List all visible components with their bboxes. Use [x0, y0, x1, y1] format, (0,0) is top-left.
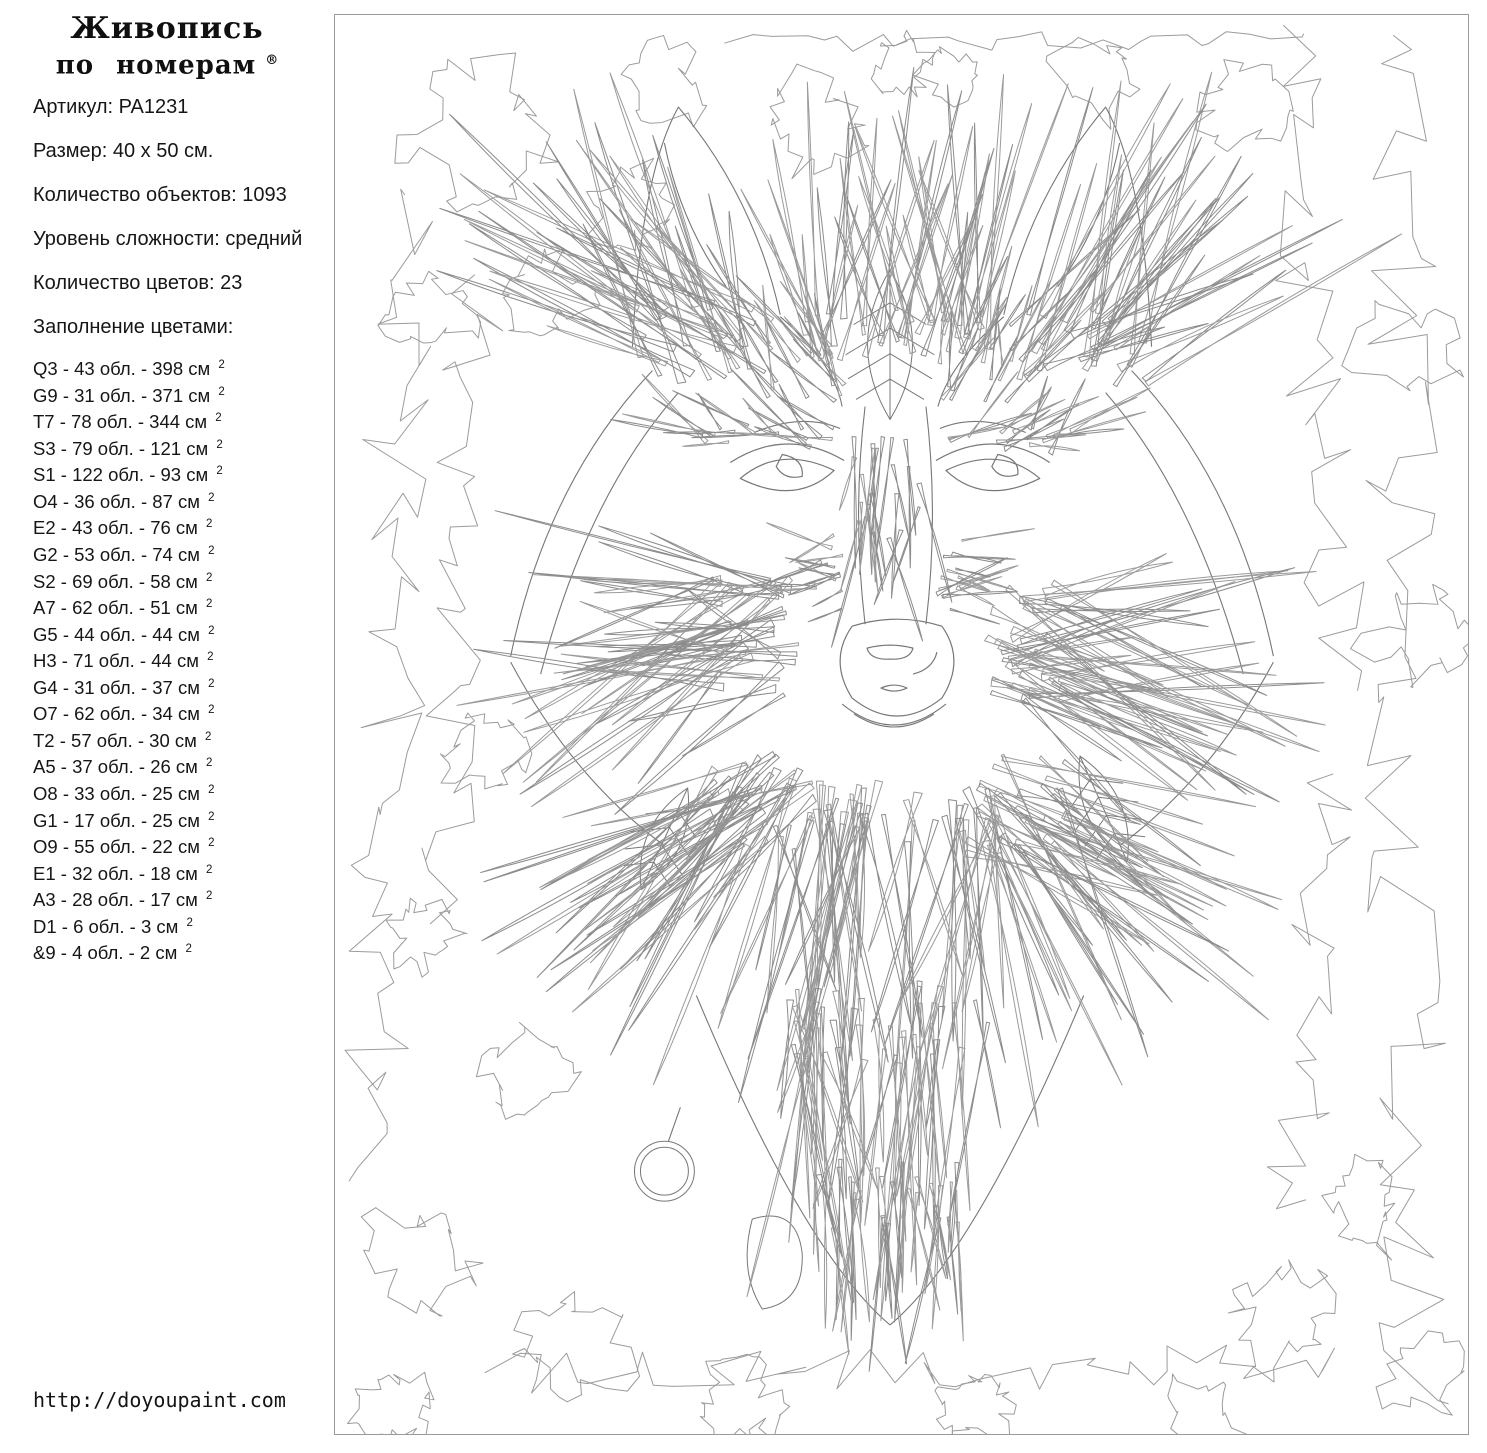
color-breakdown-text: S3 - 79 обл. - 121 см — [33, 437, 214, 459]
color-breakdown-item — [33, 487, 225, 514]
color-breakdown-item — [33, 726, 225, 753]
color-breakdown-item — [33, 540, 225, 567]
color-breakdown-item — [33, 752, 225, 779]
color-breakdown-text: G9 - 31 обл. - 371 см — [33, 384, 216, 406]
color-breakdown-text: H3 - 71 обл. - 44 см — [33, 650, 205, 672]
square-superscript: 2 — [208, 784, 215, 796]
color-breakdown-item — [33, 593, 225, 620]
color-breakdown-text: T2 - 57 обл. - 30 см — [33, 730, 203, 752]
color-breakdown-text: O9 - 55 обл. - 22 см — [33, 836, 206, 858]
square-superscript: 2 — [208, 837, 215, 850]
color-breakdown-text: G4 - 31 обл. - 37 см — [33, 676, 206, 698]
square-superscript: 2 — [206, 757, 213, 770]
product-detail-row: Артикул: PA1231 — [33, 96, 189, 118]
color-breakdown-text: O4 - 36 обл. - 87 см — [33, 490, 206, 512]
color-breakdown-text: E2 - 43 обл. - 76 см — [33, 517, 204, 539]
square-superscript: 2 — [206, 598, 213, 611]
square-superscript: 2 — [208, 810, 215, 823]
product-detail-row: Размер: 40 x 50 см. — [33, 140, 214, 162]
color-breakdown-item — [33, 938, 225, 965]
brand-title-line2: по номерам — [55, 50, 257, 81]
square-superscript: 2 — [218, 385, 225, 398]
square-superscript: 2 — [206, 571, 213, 584]
wolf-line-art — [335, 15, 1468, 1434]
square-superscript: 2 — [208, 677, 215, 690]
square-superscript: 2 — [215, 412, 222, 425]
website-url: http://doyoupaint.com — [33, 1388, 286, 1412]
color-breakdown-text: A5 - 37 обл. - 26 см — [33, 756, 204, 778]
color-breakdown-item — [33, 567, 225, 594]
registered-trademark: ® — [265, 53, 279, 68]
color-breakdown-text: &9 - 4 обл. - 2 см — [33, 942, 183, 964]
color-breakdown-item — [33, 434, 225, 461]
color-breakdown-text: O8 - 33 обл. - 25 см — [33, 783, 206, 805]
square-superscript: 2 — [205, 730, 212, 743]
color-breakdown-item — [33, 885, 225, 912]
color-breakdown-item — [33, 354, 225, 381]
color-breakdown-text: G2 - 53 обл. - 74 см — [33, 544, 206, 566]
color-breakdown-item — [33, 646, 225, 673]
color-breakdown-item — [33, 673, 225, 700]
color-breakdown-text: G5 - 44 обл. - 44 см — [33, 623, 206, 645]
square-superscript: 2 — [208, 704, 215, 717]
color-breakdown-item — [33, 460, 225, 487]
info-panel — [0, 0, 334, 1453]
square-superscript: 2 — [206, 890, 213, 903]
square-superscript: 2 — [206, 863, 213, 876]
color-breakdown-item — [33, 779, 225, 806]
product-detail-row: Уровень сложности: средний — [33, 228, 303, 250]
color-breakdown-list — [33, 354, 225, 965]
product-detail-row: Количество объектов: 1093 — [33, 184, 287, 206]
color-breakdown-item — [33, 513, 225, 540]
color-breakdown-item — [33, 620, 225, 647]
color-breakdown-text: A7 - 62 обл. - 51 см — [33, 597, 204, 619]
color-breakdown-item — [33, 699, 225, 726]
color-breakdown-item — [33, 381, 225, 408]
canvas-frame — [334, 14, 1469, 1435]
brand-title-line1: Живопись — [70, 11, 264, 46]
color-breakdown-text: S1 - 122 обл. - 93 см — [33, 464, 214, 486]
square-superscript: 2 — [218, 359, 225, 371]
brand-logo — [0, 12, 334, 81]
brand-title-line2-wrap — [0, 46, 334, 81]
square-superscript: 2 — [206, 518, 213, 531]
color-breakdown-item — [33, 832, 225, 859]
color-breakdown-text: S2 - 69 обл. - 58 см — [33, 570, 204, 592]
square-superscript: 2 — [208, 624, 215, 637]
color-breakdown-text: O7 - 62 обл. - 34 см — [33, 703, 206, 725]
color-breakdown-item — [33, 806, 225, 833]
square-superscript: 2 — [186, 916, 193, 929]
color-breakdown-text: Q3 - 43 обл. - 398 см — [33, 358, 216, 380]
fill-colors-heading: Заполнение цветами: — [33, 316, 234, 338]
color-breakdown-text: G1 - 17 обл. - 25 см — [33, 809, 206, 831]
color-breakdown-text: T7 - 78 обл. - 344 см — [33, 411, 213, 433]
product-detail-row: Количество цветов: 23 — [33, 272, 243, 294]
product-details — [33, 96, 324, 316]
square-superscript: 2 — [207, 651, 214, 664]
square-superscript: 2 — [208, 544, 215, 557]
color-breakdown-item — [33, 912, 225, 939]
color-breakdown-text: A3 - 28 обл. - 17 см — [33, 889, 204, 911]
color-breakdown-text: D1 - 6 обл. - 3 см — [33, 915, 184, 937]
square-superscript: 2 — [216, 438, 223, 451]
square-superscript: 2 — [208, 491, 215, 504]
square-superscript: 2 — [216, 465, 223, 478]
color-breakdown-item — [33, 859, 225, 886]
square-superscript: 2 — [185, 943, 192, 956]
color-breakdown-item — [33, 407, 225, 434]
color-breakdown-text: E1 - 32 обл. - 18 см — [33, 862, 204, 884]
